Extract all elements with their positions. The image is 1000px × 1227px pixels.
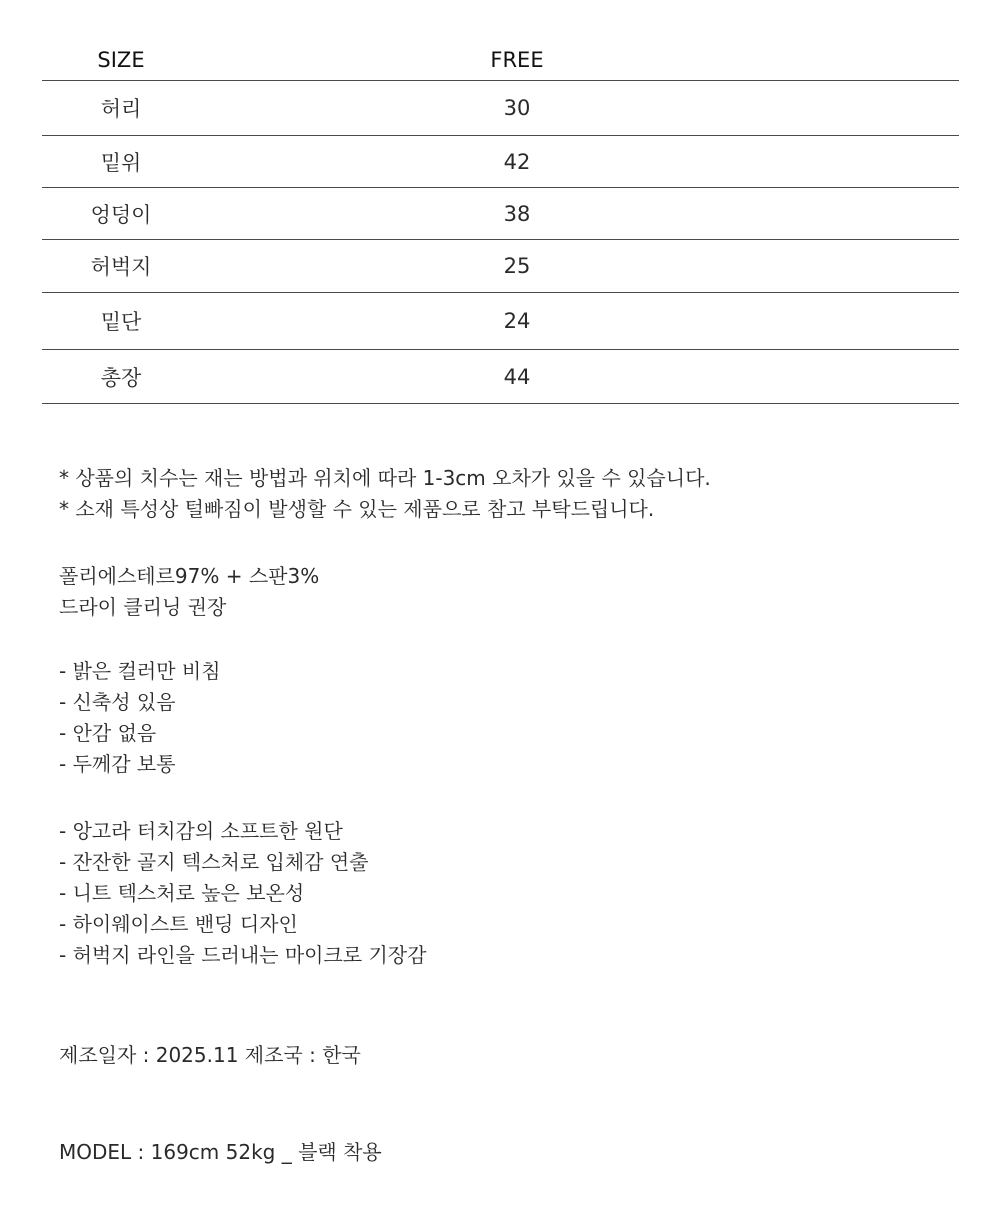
list-item: - 앙고라 터치감의 소프트한 원단: [59, 819, 343, 843]
table-row: [42, 293, 959, 350]
size-header-label: SIZE: [97, 48, 145, 72]
size-table-header: [42, 40, 959, 81]
list-item: - 니트 텍스처로 높은 보온성: [59, 881, 305, 905]
size-row-label: 밑단: [100, 310, 142, 334]
list-item: - 안감 없음: [59, 721, 157, 745]
size-table: [42, 40, 959, 404]
list-item: - 잔잔한 골지 텍스처로 입체감 연출: [59, 850, 369, 874]
feature-list: [59, 816, 426, 971]
table-row: [42, 188, 959, 240]
size-row-label: 밑위: [100, 150, 142, 175]
fabric-line: 폴리에스테르97% + 스판3%: [59, 564, 320, 588]
list-item: - 하이웨이스트 밴딩 디자인: [59, 912, 298, 936]
model-info: [59, 1137, 382, 1168]
table-row: [42, 240, 959, 293]
manufacture-info: [59, 1040, 361, 1071]
size-row-value: 24: [503, 309, 531, 333]
size-header-value: FREE: [490, 48, 544, 72]
list-item: - 신축성 있음: [59, 690, 176, 714]
size-row-value: 25: [503, 254, 531, 278]
fabric-line: 드라이 클리닝 권장: [59, 595, 227, 619]
list-item: - 허벅지 라인을 드러내는 마이크로 기장감: [59, 943, 427, 967]
table-row: [42, 81, 959, 136]
property-list: [59, 656, 221, 780]
manufacture-line: 제조일자 : 2025.11 제조국 : 한국: [59, 1043, 361, 1067]
list-item: - 밝은 컬러만 비침: [59, 659, 221, 683]
size-row-value: 42: [503, 149, 531, 174]
size-row-label: 총장: [100, 365, 142, 390]
list-item: - 두께감 보통: [59, 752, 176, 776]
size-row-label: 허벅지: [90, 255, 152, 279]
fabric-info: [59, 561, 319, 623]
size-row-label: 허리: [100, 97, 142, 121]
note-line: * 상품의 치수는 재는 방법과 위치에 따라 1-3cm 오차가 있을 수 있습니다.: [59, 466, 711, 490]
note-line: * 소재 특성상 털빠짐이 발생할 수 있는 제품으로 참고 부탁드립니다.: [59, 497, 655, 521]
size-row-value: 44: [503, 364, 531, 389]
table-row: [42, 350, 959, 404]
size-row-value: 30: [503, 96, 531, 120]
size-row-value: 38: [503, 201, 531, 226]
model-line: MODEL : 169cm 52kg _ 블랙 착용: [59, 1140, 382, 1164]
size-row-label: 엉덩이: [90, 202, 152, 227]
table-row: [42, 136, 959, 188]
measurement-notes: [59, 463, 711, 525]
